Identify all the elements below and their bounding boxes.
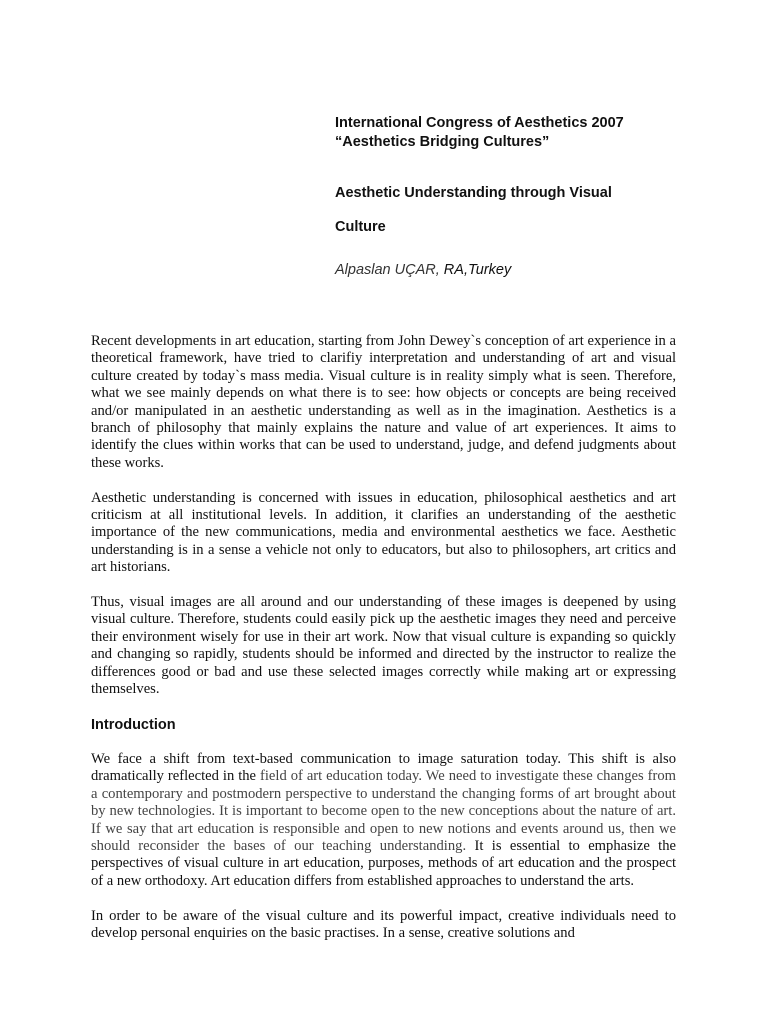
paragraph <box>91 751 676 890</box>
author-affiliation: RA,Turkey <box>443 262 512 278</box>
paragraph-segment: It is essential to emphasize the perspectives of visual culture in art education, purposes, methods of art education and the prospect of a new orthodoxy. Art education differs from established approaches to understand the arts. <box>91 837 676 889</box>
conference-theme: “Aesthetics Bridging Cultures” <box>335 134 550 150</box>
paragraph: In order to be aware of the visual culture and its powerful impact, creative individuals need to develop personal enquiries on the basic practises. In a sense, creative solutions and <box>91 907 676 941</box>
body-text <box>91 333 676 960</box>
paragraph-segment: field of art education today. We need to investigate these changes from a contemporary and postmodern perspective to understand the changing forms of art brought about by new technologies. It is important to become open to the new conceptions about the nature of art. If we say that art education is responsible and open to new notions and events around us, then we should reconsider the bases of our teaching understanding. <box>91 768 676 854</box>
author-line <box>335 262 511 278</box>
paper-title: Aesthetic Understanding through Visual Culture <box>335 185 612 235</box>
author-name: Alpaslan UÇAR, <box>335 262 444 278</box>
paragraph: Aesthetic understanding is concerned with issues in education, philosophical aesthetics and art criticism at all institutional levels. In addition, it clarifies an understanding of the aesthetic importance of the new communications, media and environmental aesthetics we face. Aesthetic understanding is in a sense a vehicle not only to educators, but also to philosophers, art critics and art historians. <box>91 489 676 576</box>
conference-name: International Congress of Aesthetics 2007 <box>335 115 624 131</box>
paragraph-segment: We face a shift from text-based communication to image saturation today. This shift is also dramatically reflected in the <box>91 750 676 785</box>
section-heading: Introduction <box>91 716 176 733</box>
paragraph: Thus, visual images are all around and our understanding of these images is deepened by using visual culture. Therefore, students could easily pick up the aesthetic images they need and perceive their environment wisely for use in their art work. Now that visual culture is expanding so quickly and changing so rapidly, students should be informed and directed by the instructor to realize the differences good or bad and use these selected images correctly while making art or expressing themselves. <box>91 594 676 698</box>
paper-header <box>335 114 735 278</box>
paragraph: Recent developments in art education, starting from John Dewey`s conception of art experience in a theoretical framework, have tried to clarifiy interpretation and understanding of art and visual culture created by today`s mass media. Visual culture is in reality simply what is seen. Therefore, what we see mainly depends on what there is to see: how objects or concepts are being received and/or manipulated in an aesthetic understanding as well as in the imagination. Aesthetics is a branch of philosophy that mainly explains the nature and value of art experiences. It aims to identify the clues within works that can be used to understand, judge, and defend judgments about these works. <box>91 333 676 471</box>
